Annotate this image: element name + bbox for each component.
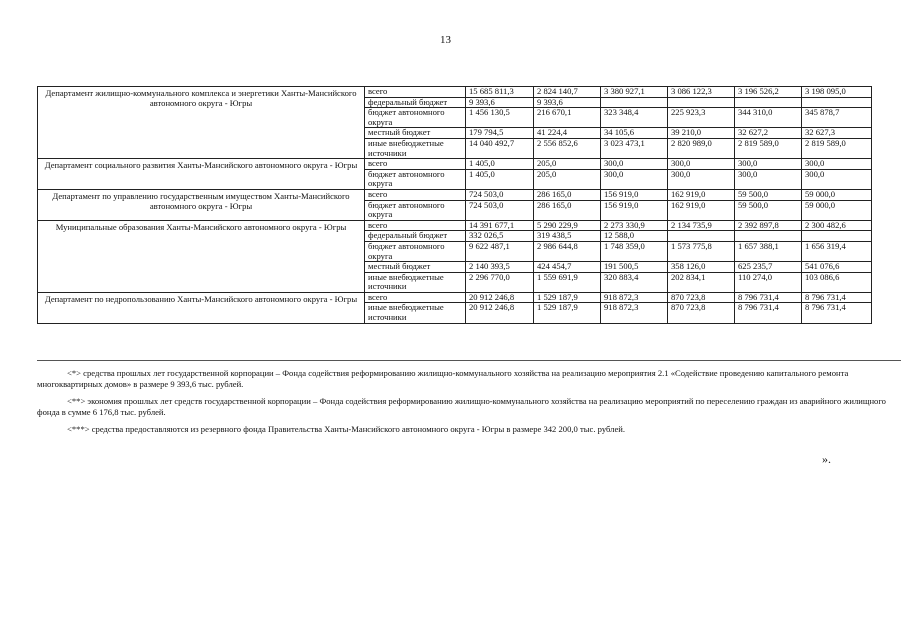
amount-cell: 300,0	[601, 159, 668, 170]
amount-cell: 2 986 644,8	[534, 241, 601, 261]
funding-source: всего	[365, 189, 466, 200]
amount-cell: 3 380 927,1	[601, 87, 668, 98]
table-row	[38, 292, 872, 303]
amount-cell: 2 300 482,6	[802, 220, 872, 231]
table-row	[38, 159, 872, 170]
funding-source: бюджет автономного округа	[365, 169, 466, 189]
funding-source: бюджет автономного округа	[365, 108, 466, 128]
funding-source: бюджет автономного округа	[365, 241, 466, 261]
amount-cell: 345 878,7	[802, 108, 872, 128]
funding-source: всего	[365, 87, 466, 98]
funding-source: бюджет автономного округа	[365, 200, 466, 220]
amount-cell: 179 794,5	[466, 128, 534, 139]
amount-cell	[802, 231, 872, 242]
amount-cell: 300,0	[802, 159, 872, 170]
amount-cell: 1 405,0	[466, 169, 534, 189]
amount-cell: 2 273 330,9	[601, 220, 668, 231]
amount-cell: 32 627,2	[735, 128, 802, 139]
amount-cell: 332 026,5	[466, 231, 534, 242]
amount-cell: 156 919,0	[601, 200, 668, 220]
amount-cell: 2 134 735,9	[668, 220, 735, 231]
amount-cell: 1 657 388,1	[735, 241, 802, 261]
amount-cell: 918 872,3	[601, 303, 668, 323]
amount-cell: 14 391 677,1	[466, 220, 534, 231]
amount-cell	[601, 97, 668, 108]
amount-cell: 1 529 187,9	[534, 292, 601, 303]
amount-cell: 39 210,0	[668, 128, 735, 139]
amount-cell: 32 627,3	[802, 128, 872, 139]
footnote-2: <**> экономия прошлых лет средств государственной корпорации – Фонда содействия реформированию жилищно-коммунального хозяйства на реализацию мероприятий по переселению граждан из аварийного жилищного фонда в сумме 6 176,8 тыс. рублей.	[37, 396, 886, 417]
amount-cell: 424 454,7	[534, 262, 601, 273]
amount-cell: 300,0	[668, 169, 735, 189]
table-row	[38, 220, 872, 231]
amount-cell: 2 819 589,0	[735, 138, 802, 158]
amount-cell: 286 165,0	[534, 189, 601, 200]
amount-cell: 2 819 589,0	[802, 138, 872, 158]
amount-cell	[802, 97, 872, 108]
funding-source: всего	[365, 159, 466, 170]
amount-cell: 8 796 731,4	[735, 292, 802, 303]
funding-source: федеральный бюджет	[365, 97, 466, 108]
department-name: Департамент социального развития Ханты-Мансийского автономного округа - Югры	[38, 159, 365, 190]
amount-cell	[668, 97, 735, 108]
amount-cell: 110 274,0	[735, 272, 802, 292]
amount-cell: 59 000,0	[802, 189, 872, 200]
amount-cell: 2 140 393,5	[466, 262, 534, 273]
amount-cell	[735, 231, 802, 242]
table-row	[38, 87, 872, 98]
amount-cell: 34 105,6	[601, 128, 668, 139]
funding-source: всего	[365, 292, 466, 303]
budget-table	[37, 86, 872, 324]
amount-cell: 724 503,0	[466, 189, 534, 200]
footnote-divider	[37, 360, 901, 361]
amount-cell: 3 196 526,2	[735, 87, 802, 98]
amount-cell	[735, 97, 802, 108]
amount-cell: 9 393,6	[534, 97, 601, 108]
amount-cell: 14 040 492,7	[466, 138, 534, 158]
amount-cell: 300,0	[802, 169, 872, 189]
amount-cell: 59 500,0	[735, 189, 802, 200]
amount-cell: 59 500,0	[735, 200, 802, 220]
amount-cell: 205,0	[534, 169, 601, 189]
amount-cell: 205,0	[534, 159, 601, 170]
department-name: Департамент жилищно-коммунального комплекса и энергетики Ханты-Мансийского автономного округа - Югры	[38, 87, 365, 159]
amount-cell: 320 883,4	[601, 272, 668, 292]
page-number: 13	[440, 34, 451, 46]
amount-cell: 162 919,0	[668, 200, 735, 220]
amount-cell: 358 126,0	[668, 262, 735, 273]
funding-source: всего	[365, 220, 466, 231]
amount-cell: 20 912 246,8	[466, 292, 534, 303]
amount-cell: 2 392 897,8	[735, 220, 802, 231]
funding-source: федеральный бюджет	[365, 231, 466, 242]
amount-cell: 286 165,0	[534, 200, 601, 220]
amount-cell: 5 290 229,9	[534, 220, 601, 231]
amount-cell: 15 685 811,3	[466, 87, 534, 98]
footnotes	[37, 368, 901, 441]
amount-cell: 541 076,6	[802, 262, 872, 273]
amount-cell: 1 748 359,0	[601, 241, 668, 261]
amount-cell: 1 559 691,9	[534, 272, 601, 292]
closing-quote-mark: ».	[822, 452, 831, 466]
amount-cell: 8 796 731,4	[802, 292, 872, 303]
amount-cell: 162 919,0	[668, 189, 735, 200]
amount-cell: 724 503,0	[466, 200, 534, 220]
amount-cell: 20 912 246,8	[466, 303, 534, 323]
amount-cell: 918 872,3	[601, 292, 668, 303]
amount-cell: 870 723,8	[668, 303, 735, 323]
amount-cell: 8 796 731,4	[802, 303, 872, 323]
footnote-1: <*> средства прошлых лет государственной корпорации – Фонда содействия реформированию жилищно-коммунального хозяйства на реализацию мероприятия 2.1 «Содействие проведению капитального ремонта многоквартирных домов» в размере 9 393,6 тыс. рублей.	[37, 368, 849, 389]
amount-cell: 1 529 187,9	[534, 303, 601, 323]
department-name: Муниципальные образования Ханты-Мансийского автономного округа - Югры	[38, 220, 365, 292]
funding-source: иные внебюджетные источники	[365, 272, 466, 292]
amount-cell: 2 820 989,0	[668, 138, 735, 158]
amount-cell: 9 622 487,1	[466, 241, 534, 261]
amount-cell: 300,0	[668, 159, 735, 170]
amount-cell: 344 310,0	[735, 108, 802, 128]
amount-cell: 216 670,1	[534, 108, 601, 128]
amount-cell: 1 456 130,5	[466, 108, 534, 128]
amount-cell: 300,0	[601, 169, 668, 189]
amount-cell: 300,0	[735, 169, 802, 189]
amount-cell: 2 824 140,7	[534, 87, 601, 98]
footnote-3: <***> средства предоставляются из резервного фонда Правительства Ханты-Мансийского автономного округа - Югры в размере 342 200,0 тыс. рублей.	[67, 424, 626, 434]
amount-cell: 2 556 852,6	[534, 138, 601, 158]
funding-source: местный бюджет	[365, 128, 466, 139]
amount-cell: 59 000,0	[802, 200, 872, 220]
amount-cell: 103 086,6	[802, 272, 872, 292]
amount-cell: 225 923,3	[668, 108, 735, 128]
amount-cell: 1 405,0	[466, 159, 534, 170]
amount-cell: 202 834,1	[668, 272, 735, 292]
amount-cell: 156 919,0	[601, 189, 668, 200]
funding-source: местный бюджет	[365, 262, 466, 273]
amount-cell: 191 500,5	[601, 262, 668, 273]
amount-cell: 8 796 731,4	[735, 303, 802, 323]
department-name: Департамент по недропользованию Ханты-Мансийского автономного округа - Югры	[38, 292, 365, 323]
amount-cell: 9 393,6	[466, 97, 534, 108]
funding-source: иные внебюджетные источники	[365, 138, 466, 158]
amount-cell: 625 235,7	[735, 262, 802, 273]
amount-cell: 41 224,4	[534, 128, 601, 139]
amount-cell: 3 198 095,0	[802, 87, 872, 98]
amount-cell: 3 023 473,1	[601, 138, 668, 158]
amount-cell: 323 348,4	[601, 108, 668, 128]
amount-cell	[668, 231, 735, 242]
amount-cell: 2 296 770,0	[466, 272, 534, 292]
amount-cell: 1 656 319,4	[802, 241, 872, 261]
amount-cell: 3 086 122,3	[668, 87, 735, 98]
amount-cell: 300,0	[735, 159, 802, 170]
amount-cell: 319 438,5	[534, 231, 601, 242]
table-row	[38, 189, 872, 200]
funding-source: иные внебюджетные источники	[365, 303, 466, 323]
amount-cell: 1 573 775,8	[668, 241, 735, 261]
amount-cell: 12 588,0	[601, 231, 668, 242]
department-name: Департамент по управлению государственным имуществом Ханты-Мансийского автономного округа - Югры	[38, 189, 365, 220]
amount-cell: 870 723,8	[668, 292, 735, 303]
table-body	[38, 87, 872, 324]
